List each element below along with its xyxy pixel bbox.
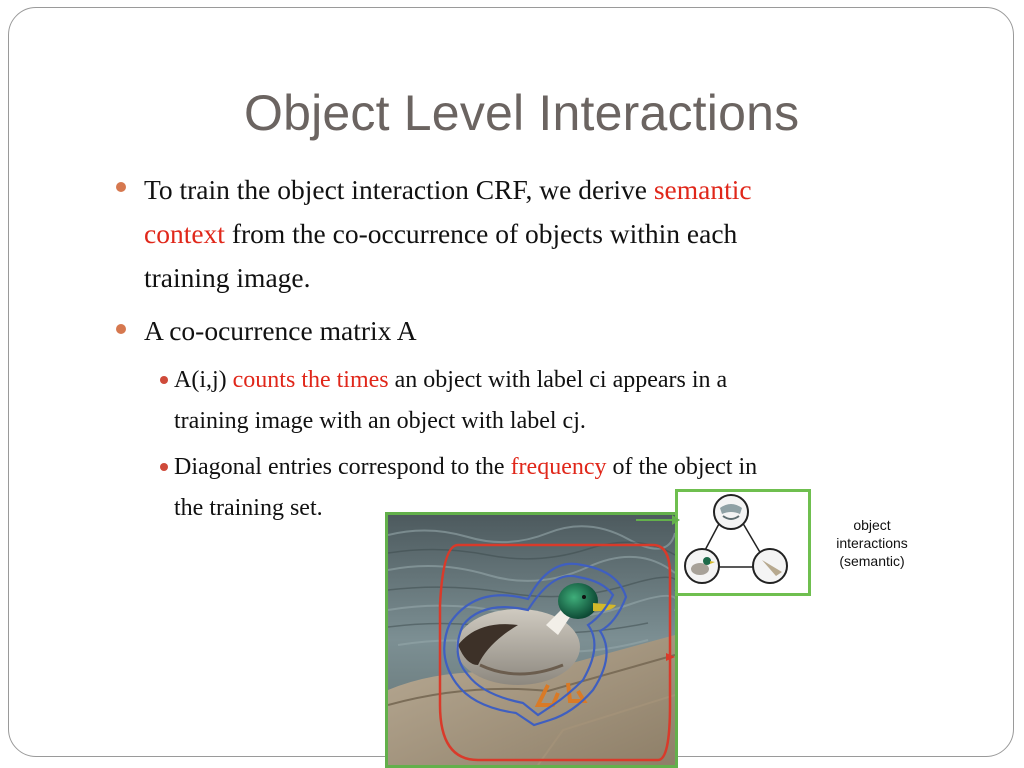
- sub-bullet-1-line-1: A(i,j) counts the times an object with label ci appears in a: [174, 367, 728, 393]
- bullet-dot: [116, 182, 126, 192]
- duck-photo: [385, 512, 678, 768]
- bullet-1-line-3: training image.: [144, 262, 311, 293]
- sub-bullet-dot: [160, 463, 168, 471]
- sub-bullet-1: [174, 360, 934, 442]
- interaction-graph: [678, 492, 808, 593]
- bullet-1-line-2: context from the co-occurrence of objects within each: [144, 218, 738, 249]
- bullet-1-line-1: To train the object interaction CRF, we derive semantic: [144, 174, 752, 205]
- interaction-label: object interactions (semantic): [836, 517, 908, 569]
- sub-bullet-1-line-2: training image with an object with label cj.: [174, 408, 586, 434]
- sub-bullet-2-line-2: the training set.: [174, 495, 323, 521]
- bullet-1: [144, 168, 904, 300]
- duck-scene-illustration: [388, 515, 675, 765]
- interaction-graph-inset: [675, 489, 811, 596]
- connector-arrow: [636, 512, 681, 528]
- sub-bullet-dot: [160, 376, 168, 384]
- sub-bullet-2-line-1: Diagonal entries correspond to the frequency of the object in: [174, 454, 758, 480]
- bullet-dot: [116, 324, 126, 334]
- slide-title: Object Level Interactions: [244, 85, 800, 141]
- bullet-2: A co-ocurrence matrix A: [144, 315, 417, 346]
